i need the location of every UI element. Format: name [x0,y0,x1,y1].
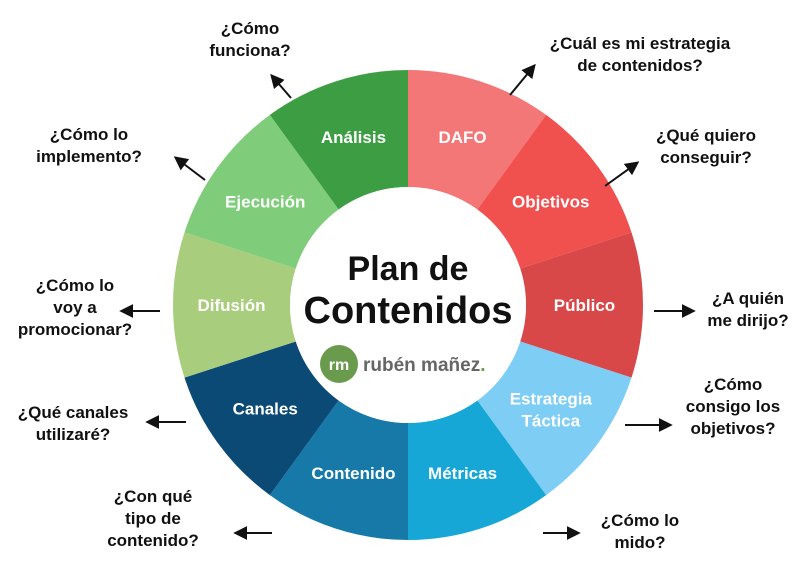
question-analisis-line-2: funciona? [209,41,291,60]
question-contenido-line-1: ¿Con qué [113,487,193,506]
question-canales-line-1: ¿Qué canales [17,403,129,422]
question-estrategia [668,374,798,440]
question-difusion-line-1: ¿Cómo lo [35,276,115,295]
segment-label-9: Ejecución [225,192,306,212]
question-objetivos-line-1: ¿Qué quiero [655,126,757,145]
question-analisis [180,18,320,62]
arrow-ejecucion [176,158,205,180]
title-line-2: Contenidos [303,290,513,332]
question-difusion [4,275,146,341]
arrow-analisis [272,76,291,98]
brand-name-text: rubén mañez [363,355,481,376]
question-metricas-line-2: mido? [614,533,666,552]
segment-label-8: Difusión [197,296,266,315]
question-publico [696,288,800,332]
question-estrategia-line-1: ¿Cómo [703,375,763,394]
segment-label-3: Público [553,296,616,315]
arrow-objetivos [605,163,637,186]
question-canales [0,402,146,446]
question-estrategia-line-2: consigo los [685,397,781,416]
segment-label-1: DAFO [438,128,487,148]
question-ejecucion-line-1: ¿Cómo lo [49,125,129,144]
question-estrategia-line-3: objetivos? [690,419,776,438]
question-difusion-line-2: voy a [53,298,97,317]
question-ejecucion [14,124,164,168]
question-canales-line-2: utilizaré? [35,425,111,444]
question-objetivos [636,125,776,169]
segment-label-5: Métricas [428,463,498,483]
question-publico-line-2: me dirijo? [707,311,789,330]
question-publico-line-1: ¿A quién [711,289,785,308]
brand-initials: rm [328,357,350,374]
title-line-1: Plan de [347,250,469,288]
question-difusion-line-3: promocionar? [17,320,133,339]
question-objetivos-line-2: conseguir? [660,148,752,167]
brand-name [363,355,485,376]
question-contenido [78,486,228,552]
segment-label-2: Objetivos [512,192,590,212]
brand-dot: . [480,355,486,376]
question-contenido-line-2: tipo de [125,509,181,528]
question-metricas [580,510,700,554]
question-analisis-line-1: ¿Cómo [220,19,280,38]
question-dafo-line-1: ¿Cuál es mi estrategia [549,34,731,53]
segment-label-7: Canales [232,399,298,419]
segment-label-4-line-1: Estrategia [509,389,592,409]
segment-label-4-line-2: Táctica [521,411,581,431]
question-metricas-line-1: ¿Cómo lo [600,511,680,530]
question-dafo [515,33,765,77]
question-contenido-line-3: contenido? [107,531,199,550]
segment-label-10: Análisis [320,128,387,148]
question-ejecucion-line-2: implemento? [36,147,142,166]
question-dafo-line-2: de contenidos? [577,56,703,75]
segment-label-6: Contenido [311,463,396,483]
